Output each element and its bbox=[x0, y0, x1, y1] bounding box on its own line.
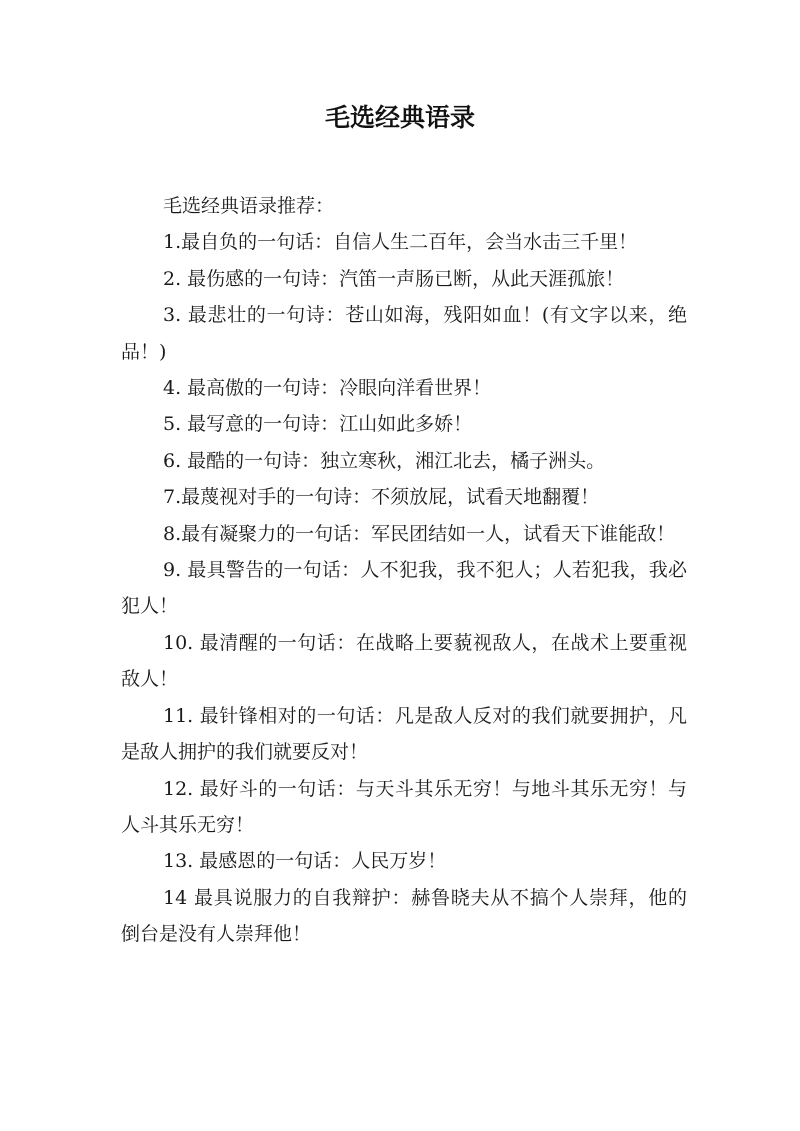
quote-paragraph-7: 7.最蔑视对手的一句诗：不须放屁，试看天地翻覆！ bbox=[163, 486, 600, 509]
quote-paragraph-13: 13. 最感恩的一句话：人民万岁！ bbox=[163, 850, 447, 873]
quote-paragraph-4: 4. 最高傲的一句诗：冷眼向洋看世界！ bbox=[163, 377, 492, 400]
quote-paragraph-2: 2. 最伤感的一句诗：汽笛一声肠已断，从此天涯孤旅！ bbox=[163, 267, 625, 290]
quote-paragraph-3: 3. 最悲壮的一句诗：苍山如海，残阳如血！(有文字以来，绝品！) bbox=[121, 304, 687, 363]
quote-paragraph-6: 6. 最酷的一句诗：独立寒秋，湘江北去，橘子洲头。 bbox=[163, 449, 606, 472]
quote-paragraph-9: 9. 最具警告的一句话：人不犯我，我不犯人；人若犯我，我必犯人！ bbox=[121, 559, 687, 618]
intro-paragraph: 毛选经典语录推荐： bbox=[163, 195, 335, 217]
document-body bbox=[121, 188, 687, 953]
quote-paragraph-8: 8.最有凝聚力的一句话：军民团结如一人，试看天下谁能敌！ bbox=[163, 522, 676, 545]
quote-paragraph-12: 12. 最好斗的一句话：与天斗其乐无穷！与地斗其乐无穷！与人斗其乐无穷！ bbox=[121, 777, 687, 836]
quote-paragraph-5: 5. 最写意的一句诗：江山如此多娇！ bbox=[163, 413, 473, 436]
quote-paragraph-14: 14 最具说服力的自我辩护：赫鲁晓夫从不搞个人崇拜，他的倒台是没有人崇拜他！ bbox=[121, 886, 687, 946]
quote-paragraph-10: 10. 最清醒的一句话：在战略上要藐视敌人，在战术上要重视敌人！ bbox=[121, 631, 687, 691]
quote-paragraph-11: 11. 最针锋相对的一句话：凡是敌人反对的我们就要拥护，凡是敌人拥护的我们就要反对！ bbox=[121, 704, 687, 764]
page-title: 毛选经典语录 bbox=[324, 103, 475, 132]
quote-paragraph-1: 1.最自负的一句话：自信人生二百年，会当水击三千里！ bbox=[163, 231, 638, 254]
